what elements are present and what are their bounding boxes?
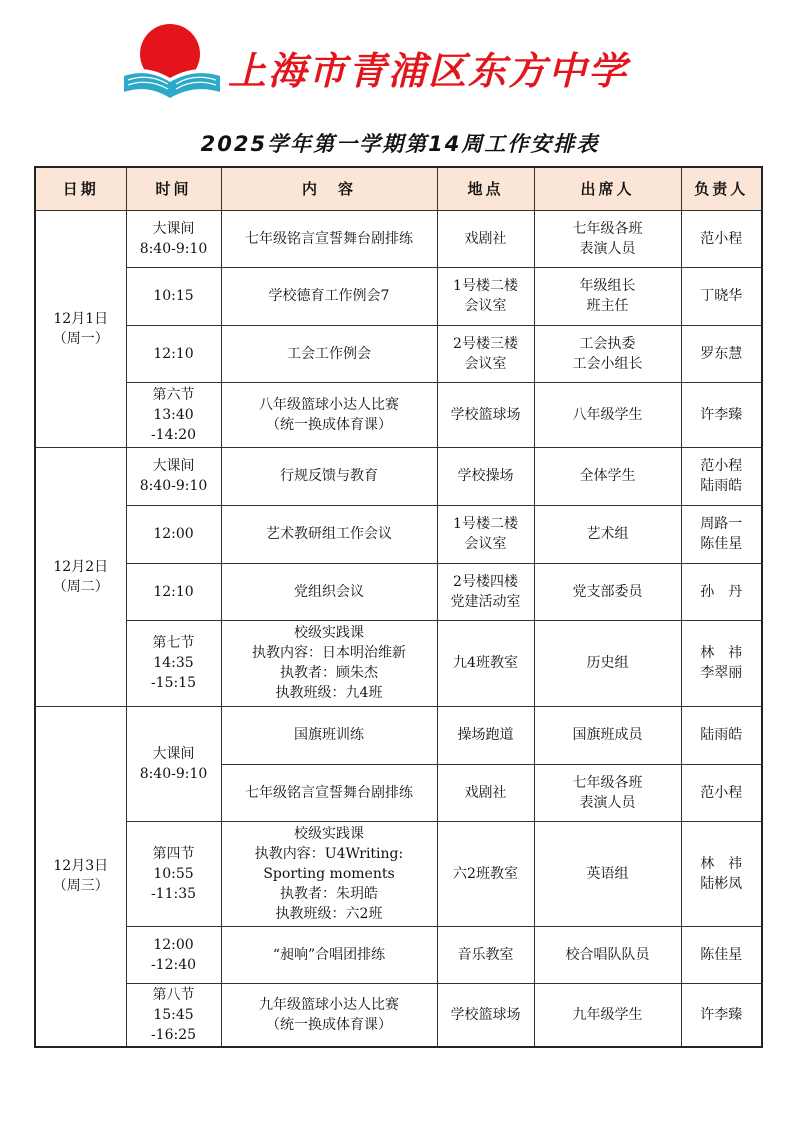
- weekday-text: （周一）: [52, 330, 109, 347]
- place-cell-line: 会议室: [464, 536, 507, 552]
- content-cell: [221, 706, 437, 764]
- header-place: 地点: [437, 167, 534, 210]
- place-cell-line: 九4班教室: [453, 655, 518, 671]
- time-cell: [126, 983, 221, 1047]
- content-cell: [221, 505, 437, 563]
- place-cell: [437, 267, 534, 325]
- place-cell-line: 戏剧社: [464, 784, 507, 801]
- content-cell-line: 七年级铭言宣誓舞台剧排练: [245, 784, 413, 801]
- owner-cell: [681, 382, 762, 447]
- date-text: 12月2日: [53, 558, 109, 575]
- content-cell: [221, 447, 437, 505]
- time-cell-line: 大课间: [152, 220, 195, 237]
- table-row: [35, 267, 762, 325]
- time-cell-line: 第六节: [152, 386, 195, 403]
- attendees-cell-line: 七年级各班: [572, 774, 643, 791]
- time-cell-line: 8:40-9:10: [139, 765, 208, 782]
- attendees-cell: [534, 447, 681, 505]
- owner-cell-line: 范小程: [700, 784, 743, 801]
- header-attendees: 出席人: [534, 167, 681, 210]
- attendees-cell-line: 国旗班成员: [572, 727, 643, 743]
- place-cell-line: 操场跑道: [457, 727, 514, 743]
- owner-cell: [681, 983, 762, 1047]
- header-time: 时间: [126, 167, 221, 210]
- content-cell: [221, 926, 437, 983]
- table-header-row: [35, 167, 762, 210]
- time-cell-line: 12:10: [153, 583, 194, 600]
- header-date: 日期: [35, 167, 126, 210]
- place-cell-line: 会议室: [464, 298, 507, 314]
- owner-cell-line: 林 祎: [700, 855, 743, 872]
- table-row: [35, 447, 762, 505]
- time-cell-line: 15:45: [153, 1006, 194, 1023]
- content-cell-line: Sporting moments: [263, 865, 395, 882]
- content-cell: [221, 764, 437, 821]
- owner-cell: [681, 447, 762, 505]
- attendees-cell-line: 班主任: [586, 298, 629, 314]
- content-cell-line: 执教者：顾朱杰: [280, 665, 378, 681]
- place-cell-line: 学校篮球场: [450, 406, 521, 423]
- owner-cell: [681, 706, 762, 764]
- date-cell: [35, 447, 126, 706]
- time-cell: [126, 267, 221, 325]
- time-cell: [126, 447, 221, 505]
- table-row: [35, 210, 762, 267]
- table-row: [35, 563, 762, 620]
- content-cell: [221, 563, 437, 620]
- time-cell-line: 8:40-9:10: [139, 478, 208, 494]
- content-cell-line: 执教者：朱玥皓: [280, 885, 378, 902]
- attendees-cell-line: 党支部委员: [572, 583, 643, 600]
- owner-cell-line: 孙 丹: [700, 583, 743, 600]
- place-cell: [437, 926, 534, 983]
- attendees-cell: [534, 267, 681, 325]
- header-owner: 负责人: [681, 167, 762, 210]
- place-cell-line: 戏剧社: [464, 230, 507, 247]
- owner-cell-line: 陆雨皓: [700, 478, 743, 494]
- content-cell: [221, 382, 437, 447]
- content-cell: [221, 210, 437, 267]
- header-content: 内 容: [221, 167, 437, 210]
- attendees-cell: [534, 620, 681, 706]
- content-cell-line: 校级实践课: [294, 625, 364, 641]
- content-cell: [221, 983, 437, 1047]
- place-cell: [437, 620, 534, 706]
- weekday-text: （周二）: [52, 578, 109, 595]
- content-cell-line: 学校德育工作例会7: [268, 288, 390, 304]
- time-cell: [126, 563, 221, 620]
- date-text: 12月1日: [53, 310, 109, 327]
- owner-cell-line: 李翠丽: [700, 665, 743, 681]
- time-cell: [126, 706, 221, 821]
- attendees-cell: [534, 706, 681, 764]
- attendees-cell-line: 七年级各班: [572, 220, 643, 237]
- place-cell: [437, 505, 534, 563]
- school-logo: [122, 20, 222, 102]
- content-cell: [221, 325, 437, 382]
- content-cell-line: 执教内容：U4Writing:: [254, 845, 404, 862]
- content-cell-line: 执教班级：九4班: [275, 685, 383, 701]
- attendees-cell-line: 工会执委: [579, 335, 636, 352]
- table-row: [35, 620, 762, 706]
- table-row: [35, 706, 762, 764]
- time-cell: [126, 620, 221, 706]
- place-cell: [437, 764, 534, 821]
- attendees-cell: [534, 382, 681, 447]
- attendees-cell-line: 校合唱队队员: [565, 946, 650, 963]
- time-cell-line: 大课间: [152, 745, 195, 762]
- time-cell-line: 第八节: [152, 986, 195, 1003]
- time-cell-line: -12:40: [150, 956, 197, 973]
- schedule-table: [34, 166, 763, 1048]
- attendees-cell: [534, 821, 681, 926]
- owner-cell: [681, 926, 762, 983]
- place-cell: [437, 325, 534, 382]
- content-cell-line: （统一换成体育课）: [266, 416, 392, 433]
- owner-cell-line: 丁晓华: [700, 288, 743, 304]
- content-cell-line: 八年级篮球小达人比赛: [259, 396, 399, 413]
- attendees-cell-line: 工会小组长: [572, 355, 643, 372]
- place-cell-line: 学校篮球场: [450, 1006, 521, 1023]
- time-cell-line: -15:15: [150, 675, 197, 691]
- place-cell-line: 会议室: [464, 355, 507, 372]
- place-cell: [437, 706, 534, 764]
- owner-cell: [681, 563, 762, 620]
- schedule-body: [35, 210, 762, 1047]
- attendees-cell: [534, 505, 681, 563]
- place-cell-line: 2号楼三楼: [453, 335, 518, 352]
- content-cell: [221, 267, 437, 325]
- table-row: [35, 983, 762, 1047]
- content-cell-line: “昶响”合唱团排练: [272, 946, 386, 963]
- place-cell-line: 1号楼二楼: [453, 516, 518, 532]
- place-cell-line: 党建活动室: [450, 593, 521, 610]
- place-cell: [437, 563, 534, 620]
- owner-cell: [681, 620, 762, 706]
- content-cell-line: 校级实践课: [294, 825, 364, 842]
- place-cell-line: 学校操场: [457, 468, 514, 484]
- place-cell: [437, 382, 534, 447]
- attendees-cell: [534, 764, 681, 821]
- attendees-cell-line: 全体学生: [579, 468, 636, 484]
- content-cell-line: 行规反馈与教育: [280, 468, 378, 484]
- date-cell: [35, 706, 126, 1047]
- time-cell-line: -16:25: [150, 1026, 197, 1043]
- table-row: [35, 926, 762, 983]
- place-cell: [437, 821, 534, 926]
- content-cell-line: 党组织会议: [294, 583, 364, 600]
- attendees-cell: [534, 325, 681, 382]
- weekday-text: （周三）: [52, 878, 109, 895]
- place-cell-line: 2号楼四楼: [453, 573, 518, 590]
- time-cell: [126, 382, 221, 447]
- date-cell: [35, 210, 126, 447]
- owner-cell: [681, 325, 762, 382]
- school-name: 上海市青浦区东方中学: [228, 48, 629, 93]
- time-cell: [126, 505, 221, 563]
- owner-cell-line: 陈佳星: [700, 946, 743, 963]
- content-cell-line: （统一换成体育课）: [266, 1016, 392, 1033]
- place-cell: [437, 983, 534, 1047]
- page-title: 2025学年第一学期第14周工作安排表: [200, 132, 600, 156]
- table-row: [35, 325, 762, 382]
- owner-cell: [681, 267, 762, 325]
- attendees-cell: [534, 983, 681, 1047]
- owner-cell: [681, 505, 762, 563]
- time-cell: [126, 926, 221, 983]
- attendees-cell-line: 艺术组: [586, 526, 629, 542]
- attendees-cell-line: 历史组: [586, 655, 629, 671]
- content-cell-line: 执教班级：六2班: [275, 905, 383, 922]
- attendees-cell: [534, 563, 681, 620]
- owner-cell: [681, 210, 762, 267]
- place-cell: [437, 447, 534, 505]
- time-cell-line: 第四节: [152, 845, 195, 862]
- time-cell-line: -11:35: [150, 885, 197, 902]
- attendees-cell: [534, 926, 681, 983]
- owner-cell-line: 范小程: [700, 230, 743, 247]
- owner-cell-line: 罗东慧: [700, 345, 743, 362]
- content-cell: [221, 821, 437, 926]
- attendees-cell-line: 年级组长: [579, 278, 636, 294]
- content-cell-line: 执教内容：日本明治维新: [252, 645, 406, 661]
- time-cell-line: 12:10: [153, 345, 194, 362]
- time-cell-line: 12:00: [153, 526, 194, 542]
- content-cell: [221, 620, 437, 706]
- time-cell: [126, 210, 221, 267]
- time-cell-line: -14:20: [150, 426, 197, 443]
- attendees-cell-line: 九年级学生: [572, 1006, 643, 1023]
- attendees-cell: [534, 210, 681, 267]
- time-cell-line: 12:00: [153, 936, 194, 953]
- time-cell-line: 13:40: [153, 406, 194, 423]
- content-cell-line: 国旗班训练: [294, 727, 364, 743]
- content-cell-line: 七年级铭言宣誓舞台剧排练: [245, 230, 413, 247]
- owner-cell-line: 林 祎: [700, 645, 743, 661]
- content-cell-line: 九年级篮球小达人比赛: [259, 996, 399, 1013]
- owner-cell-line: 范小程: [700, 458, 743, 474]
- owner-cell-line: 陆雨皓: [700, 727, 743, 743]
- time-cell-line: 大课间: [152, 458, 195, 474]
- owner-cell-line: 许李臻: [700, 1006, 743, 1023]
- attendees-cell-line: 表演人员: [579, 240, 636, 257]
- table-row: [35, 382, 762, 447]
- time-cell-line: 第七节: [152, 635, 195, 651]
- time-cell-line: 14:35: [153, 655, 194, 671]
- table-row: [35, 821, 762, 926]
- time-cell-line: 8:40-9:10: [139, 240, 208, 257]
- place-cell: [437, 210, 534, 267]
- date-text: 12月3日: [53, 858, 109, 875]
- owner-cell-line: 周路一: [700, 516, 743, 532]
- place-cell-line: 1号楼二楼: [453, 278, 518, 294]
- owner-cell: [681, 764, 762, 821]
- owner-cell-line: 陈佳星: [700, 536, 743, 552]
- content-cell-line: 工会工作例会: [287, 345, 371, 362]
- owner-cell-line: 陆彬凤: [700, 875, 743, 892]
- attendees-cell-line: 英语组: [586, 865, 629, 882]
- table-row: [35, 505, 762, 563]
- place-cell-line: 六2班教室: [453, 865, 518, 882]
- time-cell: [126, 325, 221, 382]
- page-header: [0, 0, 800, 110]
- content-cell-line: 艺术教研组工作会议: [266, 526, 392, 542]
- time-cell-line: 10:15: [153, 288, 194, 304]
- owner-cell-line: 许李臻: [700, 406, 743, 423]
- place-cell-line: 音乐教室: [457, 946, 514, 963]
- attendees-cell-line: 表演人员: [579, 794, 636, 811]
- time-cell-line: 10:55: [153, 865, 194, 882]
- owner-cell: [681, 821, 762, 926]
- attendees-cell-line: 八年级学生: [572, 406, 643, 423]
- time-cell: [126, 821, 221, 926]
